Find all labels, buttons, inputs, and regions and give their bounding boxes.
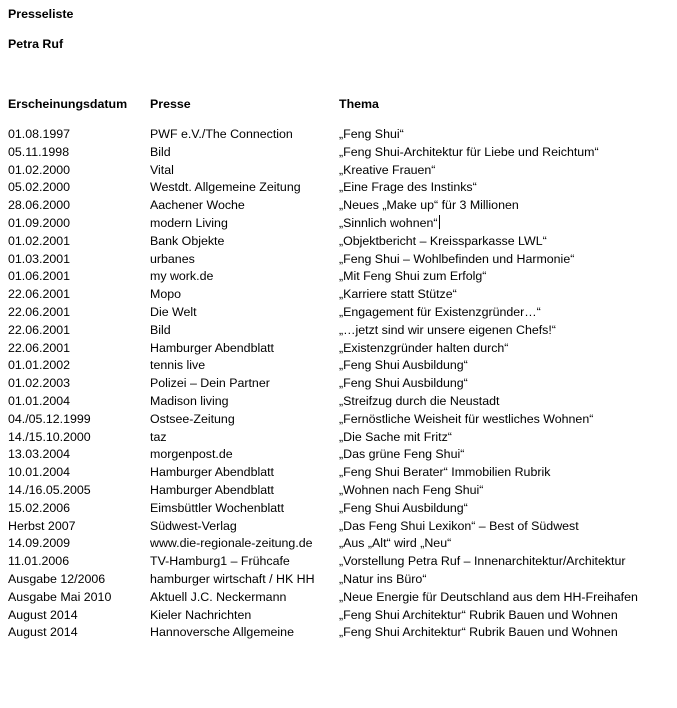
entry-topic: „Neue Energie für Deutschland aus dem HH-Freihafen: [339, 589, 638, 604]
list-item: [8, 518, 673, 536]
entry-topic: „Objektbericht – Kreissparkasse LWL“: [339, 233, 547, 248]
list-item: [8, 624, 673, 642]
entry-date: 05.11.1998: [8, 144, 70, 159]
entry-date: Herbst 2007: [8, 518, 76, 533]
list-item: [8, 340, 673, 358]
entry-press: Polizei – Dein Partner: [150, 376, 270, 391]
list-item: [8, 162, 673, 180]
entry-press: Die Welt: [150, 304, 197, 319]
entry-date: 14./16.05.2005: [8, 482, 91, 497]
entry-press: Vital: [150, 162, 174, 177]
list-item: [8, 197, 673, 215]
entry-topic: „Feng Shui Ausbildung“: [339, 358, 468, 373]
entry-date: 04./05.12.1999: [8, 411, 91, 426]
list-item: [8, 464, 673, 482]
entry-press: Madison living: [150, 393, 229, 408]
list-item: [8, 535, 673, 553]
entry-press: Aktuell J.C. Neckermann: [150, 589, 287, 604]
entry-topic: „Existenzgründer halten durch“: [339, 340, 509, 355]
entry-press: www.die-regionale-zeitung.de: [150, 536, 313, 551]
list-item: [8, 446, 673, 464]
entry-press: my work.de: [150, 269, 214, 284]
entry-date: August 2014: [8, 607, 78, 622]
entry-press: Hamburger Abendblatt: [150, 340, 274, 355]
list-item: [8, 375, 673, 393]
press-list: [8, 126, 673, 642]
entry-date: 14./15.10.2000: [8, 429, 91, 444]
entry-date: 22.06.2001: [8, 304, 71, 319]
column-header-topic: Thema: [339, 97, 379, 111]
entry-press: Bild: [150, 322, 171, 337]
list-item: [8, 215, 673, 233]
entry-press: Hamburger Abendblatt: [150, 465, 274, 480]
list-item: [8, 357, 673, 375]
entry-topic: „Feng Shui – Wohlbefinden und Harmonie“: [339, 251, 575, 266]
entry-press: Bild: [150, 144, 171, 159]
entry-press: hamburger wirtschaft / HK HH: [150, 571, 315, 586]
list-item: [8, 429, 673, 447]
list-item: [8, 571, 673, 589]
entry-topic: „Feng Shui Ausbildung“: [339, 376, 468, 391]
column-header-date: Erscheinungsdatum: [8, 97, 128, 111]
list-item: [8, 589, 673, 607]
entry-press: urbanes: [150, 251, 195, 266]
list-item: [8, 179, 673, 197]
entry-date: 01.09.2000: [8, 215, 71, 230]
entry-date: 22.06.2001: [8, 287, 71, 302]
entry-date: Ausgabe Mai 2010: [8, 589, 112, 604]
entry-press: taz: [150, 429, 167, 444]
entry-date: 01.08.1997: [8, 127, 71, 141]
entry-date: 28.06.2000: [8, 198, 71, 213]
entry-press: PWF e.V./The Connection: [150, 127, 293, 141]
entry-date: 15.02.2006: [8, 500, 71, 515]
entry-press: Ostsee-Zeitung: [150, 411, 235, 426]
entry-topic: „Wohnen nach Feng Shui“: [339, 482, 484, 497]
list-item: [8, 304, 673, 322]
entry-date: 11.01.2006: [8, 554, 70, 569]
list-item: [8, 411, 673, 429]
entry-topic: „…jetzt sind wir unsere eigenen Chefs!“: [339, 322, 556, 337]
entry-topic: „Feng Shui Architektur“ Rubrik Bauen und Wohnen: [339, 625, 618, 640]
entry-topic: „Feng Shui Berater“ Immobilien Rubrik: [339, 465, 551, 480]
entry-date: 01.02.2001: [8, 233, 71, 248]
entry-press: Südwest-Verlag: [150, 518, 237, 533]
entry-topic: „Feng Shui Ausbildung“: [339, 500, 468, 515]
list-item: [8, 126, 673, 144]
list-item: [8, 268, 673, 286]
list-item: [8, 322, 673, 340]
entry-topic: „Aus „Alt“ wird „Neu“: [339, 536, 452, 551]
list-item: [8, 500, 673, 518]
entry-press: modern Living: [150, 215, 228, 230]
list-item: [8, 251, 673, 269]
entry-date: 01.02.2000: [8, 162, 71, 177]
list-item: [8, 553, 673, 571]
entry-press: Mopo: [150, 287, 181, 302]
entry-date: 22.06.2001: [8, 322, 71, 337]
entry-topic: „Das grüne Feng Shui“: [339, 447, 465, 462]
entry-date: 01.06.2001: [8, 269, 71, 284]
list-item: [8, 607, 673, 625]
entry-topic: „Feng Shui Architektur“ Rubrik Bauen und Wohnen: [339, 607, 618, 622]
list-item: [8, 286, 673, 304]
entry-topic: „Engagement für Existenzgründer…“: [339, 304, 541, 319]
entry-press: Aachener Woche: [150, 198, 245, 213]
entry-topic: „Natur ins Büro“: [339, 571, 427, 586]
entry-topic: „Vorstellung Petra Ruf – Innenarchitektur/Architektur: [339, 554, 626, 569]
entry-press: Westdt. Allgemeine Zeitung: [150, 180, 301, 195]
entry-press: tennis live: [150, 358, 206, 373]
entry-date: Ausgabe 12/2006: [8, 571, 106, 586]
text-cursor: [439, 215, 440, 229]
entry-date: August 2014: [8, 625, 78, 640]
entry-date: 01.01.2002: [8, 358, 71, 373]
entry-topic: „Fernöstliche Weisheit für westliches Wohnen“: [339, 411, 594, 426]
entry-date: 01.03.2001: [8, 251, 71, 266]
entry-press: Hamburger Abendblatt: [150, 482, 274, 497]
document-title: Presseliste: [8, 7, 74, 21]
entry-press: Eimsbüttler Wochenblatt: [150, 500, 285, 515]
entry-date: 01.02.2003: [8, 376, 71, 391]
entry-date: 05.02.2000: [8, 180, 71, 195]
list-item: [8, 393, 673, 411]
entry-topic: „Mit Feng Shui zum Erfolg“: [339, 269, 487, 284]
entry-date: 10.01.2004: [8, 465, 71, 480]
list-item: [8, 482, 673, 500]
entry-press: morgenpost.de: [150, 447, 233, 462]
entry-press: Hannoversche Allgemeine: [150, 625, 294, 640]
entry-press: TV-Hamburg1 – Frühcafe: [150, 554, 290, 569]
entry-date: 01.01.2004: [8, 393, 71, 408]
entry-topic: „Streifzug durch die Neustadt: [339, 393, 500, 408]
entry-topic: „Neues „Make up“ für 3 Millionen: [339, 198, 519, 213]
column-header-press: Presse: [150, 97, 191, 111]
entry-press: Kieler Nachrichten: [150, 607, 252, 622]
entry-date: 14.09.2009: [8, 536, 71, 551]
entry-topic: „Sinnlich wohnen“: [339, 215, 438, 230]
entry-topic: „Feng Shui“: [339, 127, 404, 141]
entry-date: 13.03.2004: [8, 447, 71, 462]
list-item: [8, 144, 673, 162]
list-item: [8, 233, 673, 251]
document-author: Petra Ruf: [8, 37, 64, 51]
entry-topic: „Kreative Frauen“: [339, 162, 436, 177]
entry-date: 22.06.2001: [8, 340, 71, 355]
entry-topic: „Das Feng Shui Lexikon“ – Best of Südwest: [339, 518, 579, 533]
entry-topic: „Karriere statt Stütze“: [339, 287, 457, 302]
entry-press: Bank Objekte: [150, 233, 225, 248]
entry-topic: „Feng Shui-Architektur für Liebe und Reichtum“: [339, 144, 599, 159]
entry-topic: „Die Sache mit Fritz“: [339, 429, 452, 444]
entry-topic: „Eine Frage des Instinks“: [339, 180, 477, 195]
